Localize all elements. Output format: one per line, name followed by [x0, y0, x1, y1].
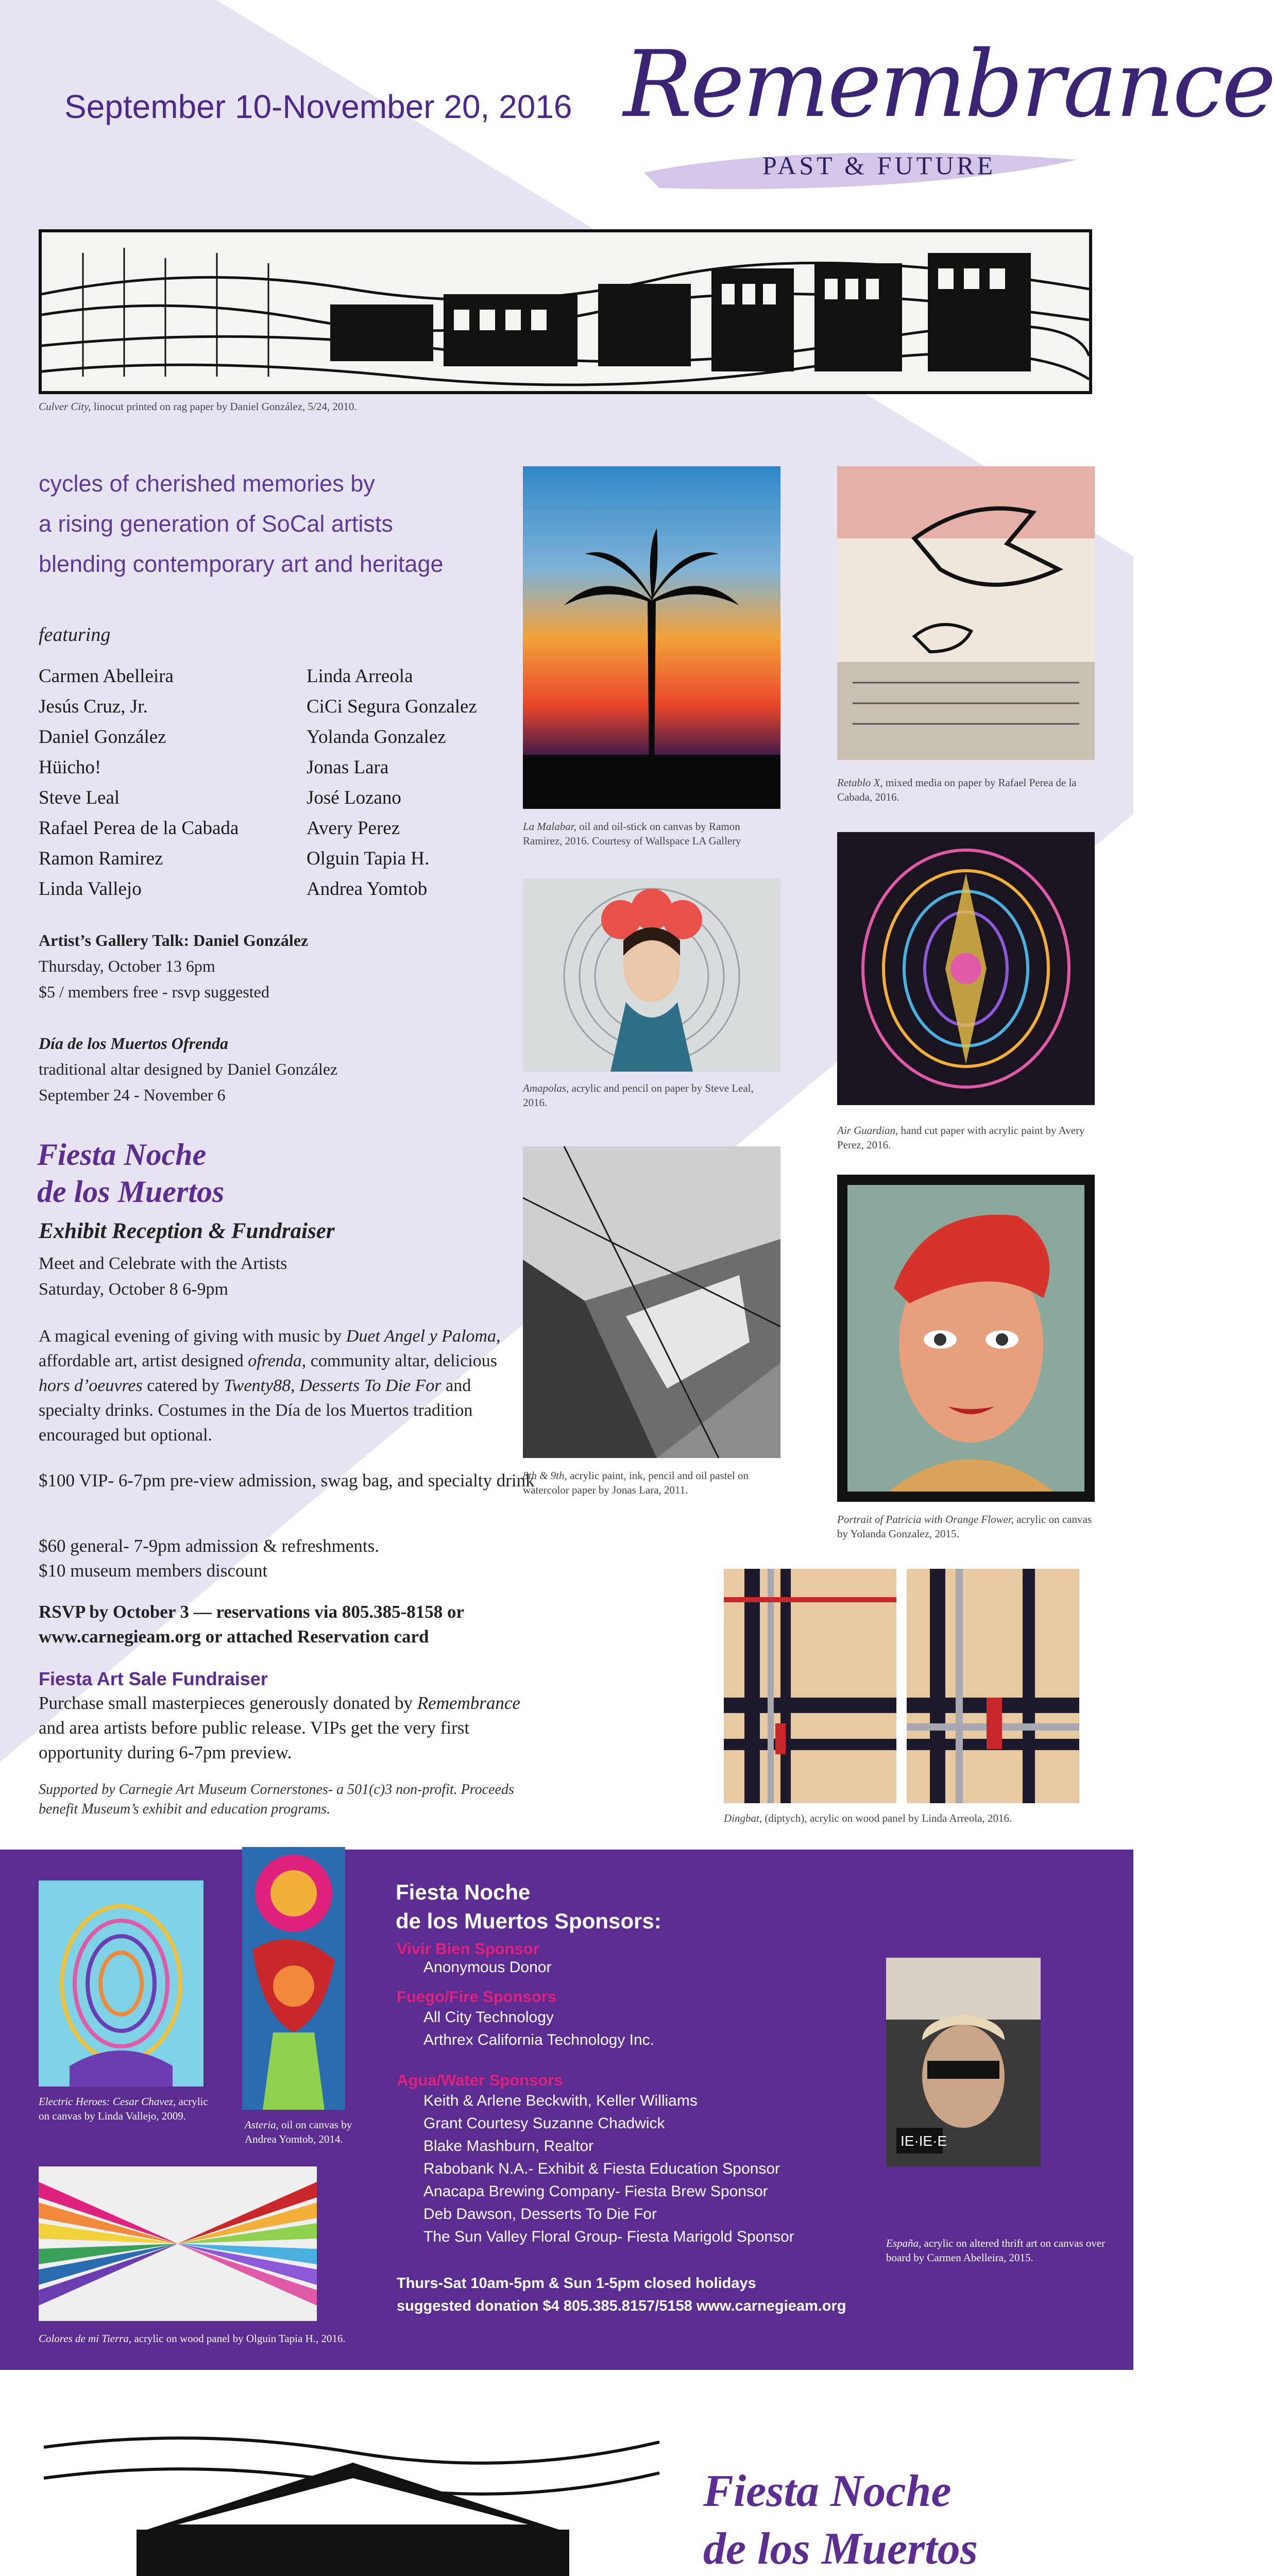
- air-guardian-caption: Air Guardian, hand cut paper with acrylic paint by Avery Perez, 2016.: [837, 1124, 1085, 1151]
- sponsor-group-fuego: [397, 1988, 654, 2052]
- featuring-label: featuring: [39, 624, 111, 646]
- general-pricing: [39, 1534, 379, 1583]
- fiesta-title-line: Fiesta Noche: [37, 1138, 207, 1172]
- sponsors-title: [396, 1878, 661, 1936]
- invite-title-line: de los Muertos: [703, 2524, 978, 2574]
- exhibit-subtitle: PAST & FUTURE: [762, 151, 996, 180]
- air-guardian-artwork: [837, 832, 1095, 1105]
- sponsor-name: Rabobank N.A.- Exhibit & Fiesta Education Sponsor: [423, 2160, 780, 2177]
- sponsor-name: Anonymous Donor: [423, 1959, 552, 1976]
- sponsor-name: Grant Courtesy Suzanne Chadwick: [423, 2115, 665, 2132]
- portrait-of-patricia-painting: [837, 1175, 1095, 1502]
- fiesta-description: A magical evening of giving with music by Duet Angel y Paloma, affordable art, artist designed ofrenda, community altar, delicious hors d’oeuvres catered by Twenty88, Desserts To Die For and specialty drinks. Costumes in the Día de los Muertos tradition encouraged but optional.: [39, 1327, 501, 1445]
- artist-name: Avery Perez: [307, 818, 400, 839]
- artist-name: Jesús Cruz, Jr.: [39, 696, 148, 717]
- espana-caption: España, acrylic on altered thrift art on canvas over board by Carmen Abelleira, 2015.: [886, 2237, 1106, 2264]
- colores-caption: Colores de mi Tierra, acrylic on wood panel by Olguin Tapia H., 2016.: [39, 2332, 346, 2345]
- electric-heroes-painting: [39, 1880, 203, 2087]
- amapolas-caption: Amapolas, acrylic and pencil on paper by Steve Leal, 2016.: [523, 1082, 754, 1109]
- banner-caption: Culver City, linocut printed on rag paper by Daniel González, 5/24, 2010.: [39, 400, 357, 413]
- artist-name: Ramon Ramirez: [39, 848, 163, 869]
- sponsor-name: Keith & Arlene Beckwith, Keller Williams: [423, 2092, 698, 2109]
- fiesta-title: [37, 1136, 224, 1210]
- la-malabar-painting: [523, 466, 780, 809]
- sponsor-name: Anacapa Brewing Company- Fiesta Brew Sponsor: [423, 2183, 768, 2200]
- la-malabar-caption: La Malabar, oil and oil-stick on canvas by Ramon Ramirez, 2016. Courtesy of Wallspace LA Gallery: [523, 820, 741, 848]
- invite-title-line: Fiesta Noche: [703, 2466, 952, 2516]
- sponsor-name: Deb Dawson, Desserts To Die For: [423, 2206, 657, 2223]
- rsvp-info: RSVP by October 3 — reservations via 805.385-8158 or www.carnegieam.org or attached Reservation card: [39, 1602, 464, 1647]
- asteria-caption: Asteria, oil on canvas by Andrea Yomtob, 2014.: [245, 2119, 352, 2146]
- artist-name: Andrea Yomtob: [307, 878, 428, 900]
- fiesta-meet: [39, 1251, 287, 1302]
- artist-name: Linda Arreola: [307, 666, 413, 687]
- gallery-talk: [39, 927, 308, 1005]
- portrait-of-patricia-caption: Portrait of Patricia with Orange Flower, acrylic on canvas by Yolanda Gonzalez, 2015.: [837, 1513, 1092, 1540]
- sponsor-name: Blake Mashburn, Realtor: [423, 2138, 594, 2155]
- electric-heroes-caption: Electric Heroes: Cesar Chavez, acrylic on canvas by Linda Vallejo, 2009.: [39, 2095, 208, 2123]
- sponsor-name: The Sun Valley Floral Group- Fiesta Marigold Sponsor: [423, 2228, 794, 2245]
- artist-name: Hüicho!: [39, 757, 101, 778]
- vip-pricing: $100 VIP- 6-7pm pre-view admission, swag bag, and specialty drink: [39, 1470, 535, 1490]
- tagline: [39, 464, 444, 584]
- sponsors-title-line: de los Muertos Sponsors:: [396, 1909, 661, 1933]
- asteria-painting: [242, 1847, 345, 2110]
- tagline-line: a rising generation of SoCal artists: [39, 511, 393, 537]
- artist-name: Olguin Tapia H.: [307, 848, 430, 869]
- artist-name: Carmen Abelleira: [39, 666, 174, 687]
- sponsor-group-agua: [397, 2071, 794, 2248]
- sponsor-name: Arthrex California Technology Inc.: [423, 2031, 655, 2048]
- artist-name: Rafael Perea de la Cabada: [39, 818, 239, 839]
- artist-name: Daniel González: [39, 726, 166, 748]
- supported-by: Supported by Carnegie Art Museum Cornerstones- a 501(c)3 non-profit. Proceeds benefit Museum’s exhibit and education programs.: [39, 1782, 514, 1817]
- retablo-x-artwork: [837, 466, 1095, 760]
- fiesta-title-line: de los Muertos: [37, 1175, 225, 1209]
- sponsor-name: All City Technology: [423, 2009, 554, 2026]
- invite-title: [703, 2463, 978, 2576]
- 8th-9th-caption: 8th & 9th, acrylic paint, ink, pencil and oil pastel on watercolor paper by Jonas Lara, 2011.: [523, 1469, 749, 1497]
- artist-name: Steve Leal: [39, 787, 120, 808]
- sponsor-group-heading: Fuego/Fire Sponsors: [397, 1988, 557, 2006]
- gallery-talk-price: $5 / members free - rsvp suggested: [39, 982, 269, 1001]
- culver-city-linocut: [39, 229, 1092, 394]
- sponsor-group-heading: Agua/Water Sponsors: [397, 2071, 563, 2089]
- artist-name: Jonas Lara: [307, 757, 389, 778]
- tagline-line: blending contemporary art and heritage: [39, 551, 444, 577]
- ofrenda-info: [39, 1030, 337, 1108]
- art-sale-description: Purchase small masterpieces generously donated by Remembrance and area artists before public release. VIPs get the very first opportunity during 6-7pm preview.: [39, 1693, 520, 1762]
- sponsors-title-line: Fiesta Noche: [396, 1880, 531, 1904]
- fiesta-woodcut: [44, 2416, 659, 2576]
- fiesta-subtitle: Exhibit Reception & Fundraiser: [39, 1219, 335, 1243]
- exhibit-dates: September 10-November 20, 2016: [64, 88, 572, 125]
- sponsor-group-vivir: [397, 1940, 551, 1977]
- hours-line: Thurs-Sat 10am-5pm & Sun 1-5pm closed holidays: [397, 2275, 756, 2292]
- exhibit-title: Remembrance: [623, 31, 1274, 138]
- espana-artwork: [886, 1958, 1041, 2166]
- fiesta-date: Saturday, October 8 6-9pm: [39, 1280, 228, 1299]
- artist-name: Linda Vallejo: [39, 878, 142, 900]
- artist-list-left: [39, 661, 239, 904]
- amapolas-painting: [523, 878, 780, 1072]
- retablo-x-caption: Retablo X, mixed media on paper by Rafael Perea de la Cabada, 2016.: [837, 776, 1077, 804]
- donation-line: suggested donation $4 805.385.8157/5158 www.carnegieam.org: [397, 2298, 846, 2314]
- ofrenda-description: traditional altar designed by Daniel González: [39, 1060, 338, 1078]
- museum-hours: [397, 2272, 846, 2317]
- dingbat-caption: Dingbat, (diptych), acrylic on wood panel by Linda Arreola, 2016.: [724, 1812, 1012, 1824]
- espana-stamp-text: IE·IE·E: [901, 2133, 947, 2149]
- artist-list-right: [307, 661, 477, 904]
- artist-name: José Lozano: [307, 787, 401, 808]
- colores-de-mi-tierra-painting: [39, 2166, 317, 2321]
- gallery-talk-date: Thursday, October 13 6pm: [39, 957, 215, 975]
- gallery-talk-title: Artist’s Gallery Talk: Daniel González: [39, 931, 309, 950]
- ofrenda-dates: September 24 - November 6: [39, 1086, 226, 1104]
- sponsor-group-heading: Vivir Bien Sponsor: [397, 1940, 539, 1958]
- artist-name: Yolanda Gonzalez: [307, 726, 446, 748]
- dingbat-diptych: [724, 1569, 1079, 1803]
- general-pricing-line: $60 general- 7-9pm admission & refreshments.: [39, 1536, 379, 1556]
- ofrenda-title: Día de los Muertos Ofrenda: [39, 1034, 229, 1053]
- fiesta-meet-line: Meet and Celebrate with the Artists: [39, 1254, 287, 1273]
- member-discount-line: $10 museum members discount: [39, 1561, 268, 1581]
- tagline-line: cycles of cherished memories by: [39, 470, 375, 497]
- 8th-9th-painting: [523, 1146, 780, 1458]
- artist-name: CiCi Segura Gonzalez: [307, 696, 477, 717]
- art-sale-title: Fiesta Art Sale Fundraiser: [39, 1668, 268, 1689]
